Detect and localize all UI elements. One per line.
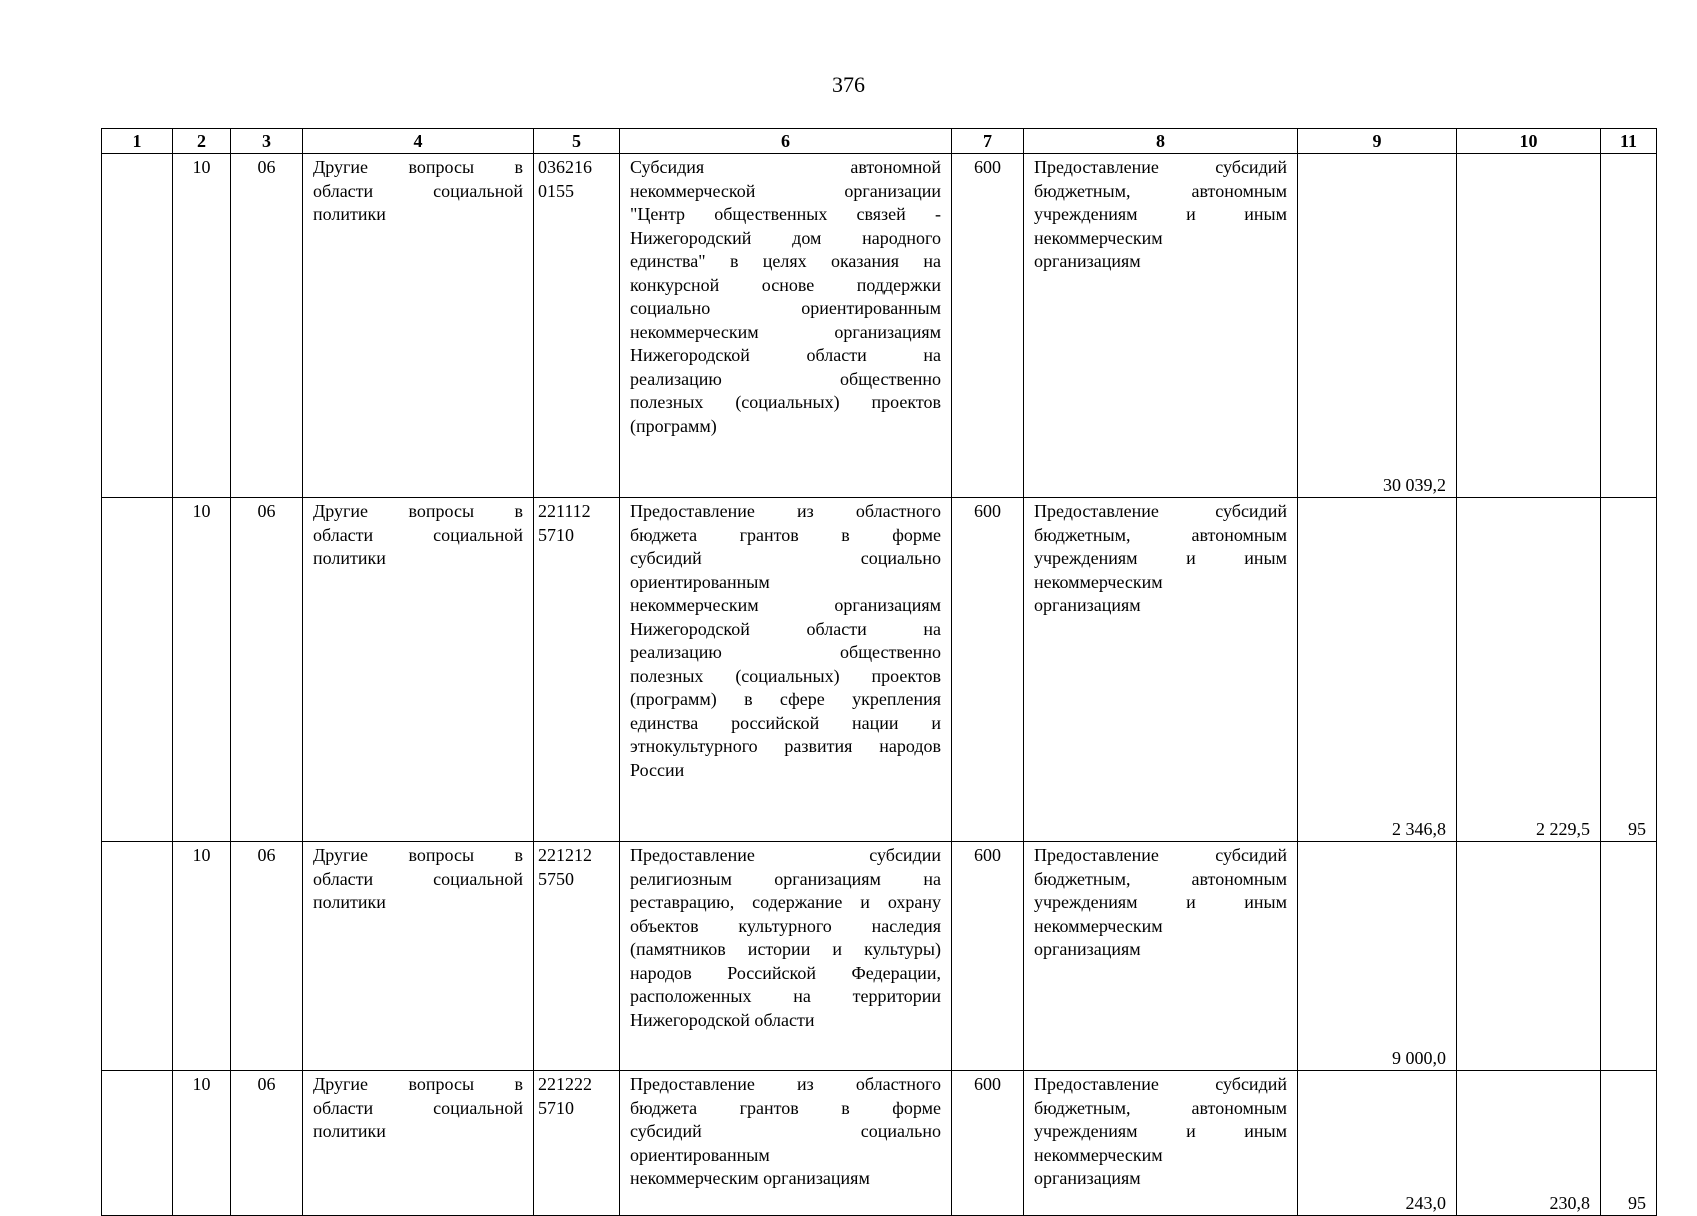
budget-table [101, 128, 1657, 1216]
column-header-4: 4 [303, 129, 534, 154]
column-header-2: 2 [173, 129, 231, 154]
column-header-1: 1 [102, 129, 173, 154]
cell-expense-type: 600 [952, 154, 1024, 498]
column-header-8: 8 [1024, 129, 1298, 154]
cell-expense-type: 600 [952, 842, 1024, 1071]
cell-description: Предоставление из областного бюджета грантов в форме субсидий социально ориентированным некоммерческим организациям [620, 1071, 952, 1216]
cell-col1 [102, 842, 173, 1071]
cell-percent: 95 [1601, 1071, 1657, 1216]
cell-col1 [102, 1071, 173, 1216]
cell-section: 10 [173, 498, 231, 842]
cell-expense-name: Предоставление субсидий бюджетным, автономным учреждениям и иным некоммерческим организациям [1024, 842, 1298, 1071]
cell-section-name: Другие вопросы в области социальной политики [303, 842, 534, 1071]
cell-expense-name: Предоставление субсидий бюджетным, автономным учреждениям и иным некоммерческим организациям [1024, 154, 1298, 498]
cell-subsection: 06 [231, 154, 303, 498]
cell-expense-type: 600 [952, 1071, 1024, 1216]
cell-description: Предоставление субсидии религиозным организациям на реставрацию, содержание и охрану объектов культурного наследия (памятников истории и культуры) народов Российской Федерации, расположенных на территории Нижегородской области [620, 842, 952, 1071]
cell-amount-executed: 230,8 [1457, 1071, 1601, 1216]
table-row [102, 1071, 1657, 1216]
cell-amount-planned: 9 000,0 [1298, 842, 1457, 1071]
table-row [102, 498, 1657, 842]
cell-section: 10 [173, 842, 231, 1071]
cell-percent [1601, 154, 1657, 498]
table-body [102, 154, 1657, 1216]
column-header-9: 9 [1298, 129, 1457, 154]
cell-percent [1601, 842, 1657, 1071]
column-header-11: 11 [1601, 129, 1657, 154]
cell-section-name: Другие вопросы в области социальной политики [303, 154, 534, 498]
cell-section-name: Другие вопросы в области социальной политики [303, 498, 534, 842]
cell-description: Субсидия автономной некоммерческой организации "Центр общественных связей - Нижегородский дом народного единства" в целях оказания на конкурсной основе поддержки социально ориентированным некоммерческим организациям Нижегородской области на реализацию общественно полезных (социальных) проектов (программ) [620, 154, 952, 498]
cell-amount-executed [1457, 154, 1601, 498]
cell-subsection: 06 [231, 498, 303, 842]
table-row [102, 154, 1657, 498]
cell-description: Предоставление из областного бюджета грантов в форме субсидий социально ориентированным некоммерческим организациям Нижегородской области на реализацию общественно полезных (социальных) проектов (программ) в сфере укрепления единства российской нации и этнокультурного развития народов России [620, 498, 952, 842]
cell-target-code: 221222 5710 [534, 1071, 620, 1216]
cell-amount-planned: 30 039,2 [1298, 154, 1457, 498]
cell-amount-planned: 2 346,8 [1298, 498, 1457, 842]
cell-amount-executed: 2 229,5 [1457, 498, 1601, 842]
cell-expense-name: Предоставление субсидий бюджетным, автономным учреждениям и иным некоммерческим организациям [1024, 498, 1298, 842]
cell-amount-planned: 243,0 [1298, 1071, 1457, 1216]
cell-percent: 95 [1601, 498, 1657, 842]
cell-col1 [102, 154, 173, 498]
column-header-5: 5 [534, 129, 620, 154]
cell-expense-name: Предоставление субсидий бюджетным, автономным учреждениям и иным некоммерческим организациям [1024, 1071, 1298, 1216]
cell-section: 10 [173, 1071, 231, 1216]
cell-target-code: 036216 0155 [534, 154, 620, 498]
cell-target-code: 221112 5710 [534, 498, 620, 842]
cell-expense-type: 600 [952, 498, 1024, 842]
column-header-7: 7 [952, 129, 1024, 154]
cell-target-code: 221212 5750 [534, 842, 620, 1071]
cell-subsection: 06 [231, 1071, 303, 1216]
cell-subsection: 06 [231, 842, 303, 1071]
header-row [102, 129, 1657, 154]
table-row [102, 842, 1657, 1071]
cell-col1 [102, 498, 173, 842]
column-header-10: 10 [1457, 129, 1601, 154]
cell-section: 10 [173, 154, 231, 498]
cell-section-name: Другие вопросы в области социальной политики [303, 1071, 534, 1216]
column-header-3: 3 [231, 129, 303, 154]
cell-amount-executed [1457, 842, 1601, 1071]
column-header-6: 6 [620, 129, 952, 154]
page-number: 376 [832, 72, 865, 97]
